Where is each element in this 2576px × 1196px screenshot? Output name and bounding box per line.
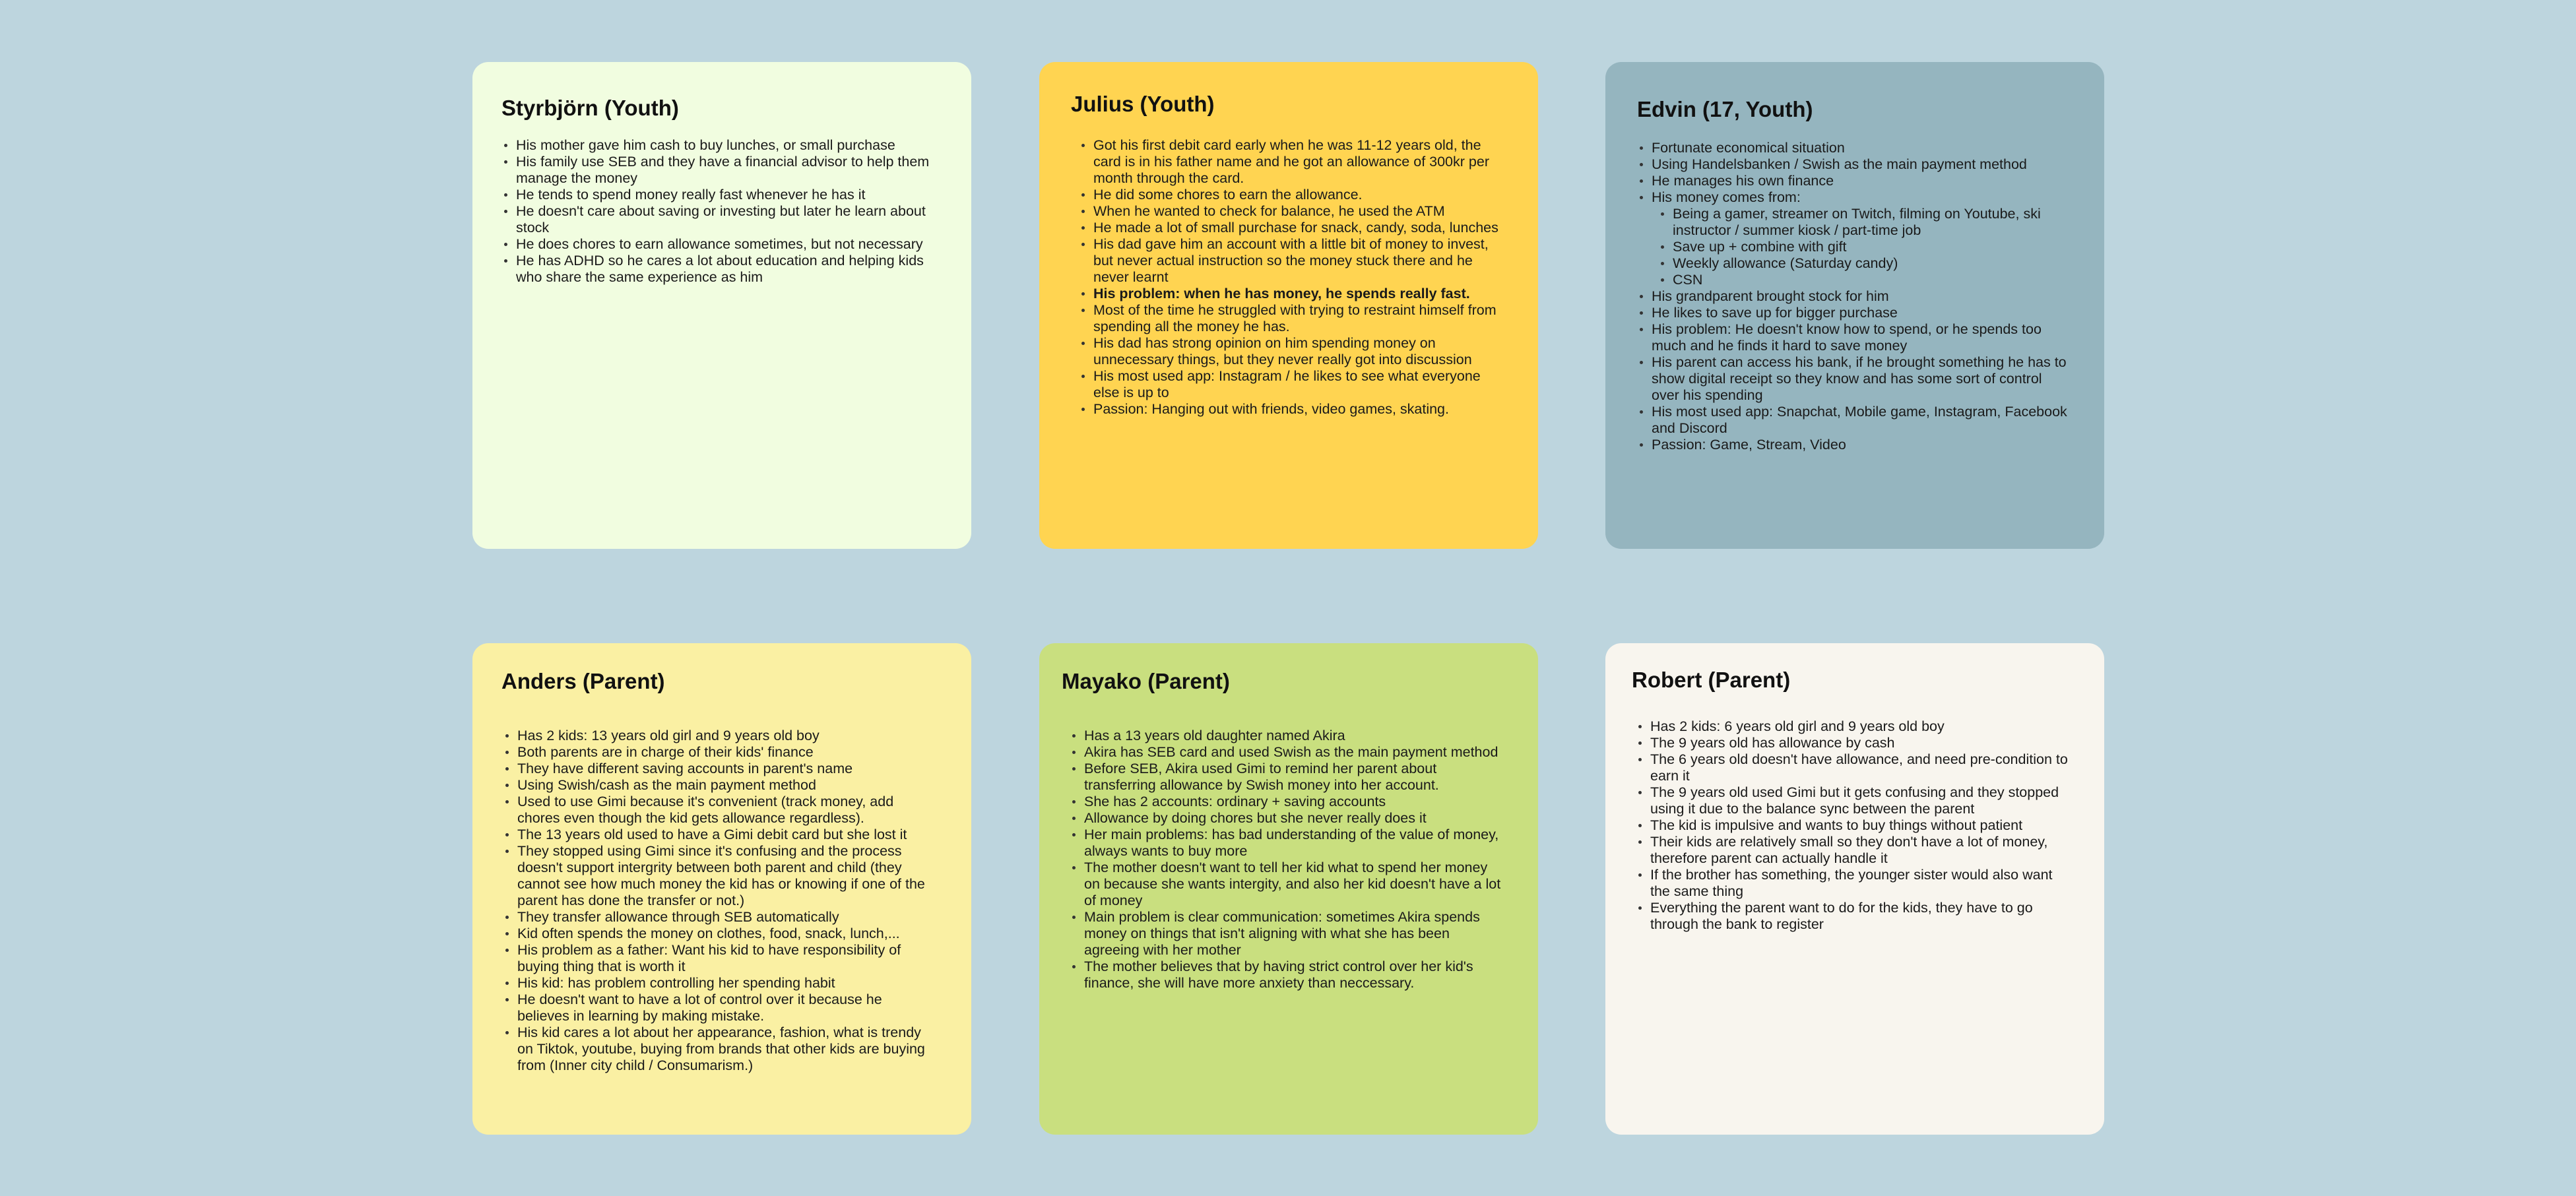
note-item: His family use SEB and they have a financial advisor to help them manage the money bbox=[516, 154, 942, 187]
note-item: Has a 13 years old daughter named Akira bbox=[1084, 728, 1506, 744]
note-item: The 9 years old used Gimi but it gets confusing and they stopped using it due to the balance sync between the parent bbox=[1650, 784, 2071, 817]
persona-title: Edvin (17, Youth) bbox=[1637, 97, 1813, 121]
note-item: His dad has strong opinion on him spending money on unnecessary things, but they never really got into discussion bbox=[1093, 335, 1505, 368]
persona-card-anders bbox=[472, 643, 971, 1135]
persona-title: Styrbjörn (Youth) bbox=[501, 96, 679, 120]
note-item: Before SEB, Akira used Gimi to remind her parent about transferring allowance by Swish money into her account. bbox=[1084, 761, 1506, 794]
note-item: His grandparent brought stock for him bbox=[1652, 288, 2071, 305]
note-item: Passion: Hanging out with friends, video games, skating. bbox=[1093, 401, 1505, 418]
note-item: Akira has SEB card and used Swish as the main payment method bbox=[1084, 744, 1506, 761]
note-item-problem: His problem: when he has money, he spends really fast. bbox=[1093, 286, 1505, 302]
note-item: He tends to spend money really fast whenever he has it bbox=[516, 187, 942, 203]
note-item: Fortunate economical situation bbox=[1652, 140, 2071, 156]
note-item: The 13 years old used to have a Gimi debit card but she lost it bbox=[517, 827, 937, 843]
note-item: He did some chores to earn the allowance. bbox=[1093, 187, 1505, 203]
note-item: The 9 years old has allowance by cash bbox=[1650, 735, 2071, 751]
note-item: Using Swish/cash as the main payment method bbox=[517, 777, 937, 794]
note-item: Has 2 kids: 6 years old girl and 9 years old boy bbox=[1650, 718, 2071, 735]
note-item: His parent can access his bank, if he brought something he has to show digital receipt so they know and has some sort of control over his spending bbox=[1652, 354, 2071, 404]
note-item: The mother believes that by having strict control over her kid's finance, she will have more anxiety than neccessary. bbox=[1084, 959, 1506, 991]
note-item: His kid cares a lot about her appearance, fashion, what is trendy on Tiktok, youtube, buying from brands that other kids are buying from (Inner city child / Consumarism.) bbox=[517, 1024, 937, 1074]
note-item: Her main problems: has bad understanding of the value of money, always wants to buy more bbox=[1084, 827, 1506, 860]
note-item: He doesn't want to have a lot of control over it because he believes in learning by making mistake. bbox=[517, 991, 937, 1024]
persona-notes bbox=[1071, 137, 1505, 418]
note-item: Allowance by doing chores but she never really does it bbox=[1084, 810, 1506, 827]
note-item: She has 2 accounts: ordinary + saving accounts bbox=[1084, 794, 1506, 810]
persona-title: Mayako (Parent) bbox=[1062, 669, 1230, 693]
note-item: They transfer allowance through SEB automatically bbox=[517, 909, 937, 926]
note-item: Used to use Gimi because it's convenient (track money, add chores even though the kid gets allowance regardless). bbox=[517, 794, 937, 827]
persona-title: Robert (Parent) bbox=[1632, 668, 1791, 692]
note-item: Got his first debit card early when he was 11-12 years old, the card is in his father name and he got an allowance of 300kr per month through the card. bbox=[1093, 137, 1505, 187]
note-item: His money comes from: bbox=[1652, 189, 2071, 206]
note-item: His kid: has problem controlling her spending habit bbox=[517, 975, 937, 991]
note-item: When he wanted to check for balance, he used the ATM bbox=[1093, 203, 1505, 220]
note-item: The kid is impulsive and wants to buy things without patient bbox=[1650, 817, 2071, 834]
note-item: He does chores to earn allowance sometimes, but not necessary bbox=[516, 236, 942, 253]
note-item: Most of the time he struggled with trying to restraint himself from spending all the money he has. bbox=[1093, 302, 1505, 335]
note-item: They stopped using Gimi since it's confusing and the process doesn't support intergrity between both parent and child (they cannot see how much money the kid has or knowing if one of the parent has done the transfer or not.) bbox=[517, 843, 937, 909]
persona-title: Anders (Parent) bbox=[501, 669, 665, 693]
note-subitem: Being a gamer, streamer on Twitch, filming on Youtube, ski instructor / summer kiosk / part-time job bbox=[1673, 206, 2071, 239]
note-item: He manages his own finance bbox=[1652, 173, 2071, 189]
note-item: His most used app: Instagram / he likes to see what everyone else is up to bbox=[1093, 368, 1505, 401]
persona-card-robert bbox=[1605, 643, 2104, 1135]
note-item: His mother gave him cash to buy lunches, or small purchase bbox=[516, 137, 942, 154]
note-item: Their kids are relatively small so they don't have a lot of money, therefore parent can actually handle it bbox=[1650, 834, 2071, 867]
persona-notes bbox=[1062, 728, 1506, 991]
note-item: His most used app: Snapchat, Mobile game, Instagram, Facebook and Discord bbox=[1652, 404, 2071, 437]
persona-card-edvin bbox=[1605, 62, 2104, 549]
persona-notes bbox=[1632, 718, 2071, 933]
note-item: If the brother has something, the younger sister would also want the same thing bbox=[1650, 867, 2071, 900]
persona-title: Julius (Youth) bbox=[1071, 92, 1215, 116]
note-item: He made a lot of small purchase for snack, candy, soda, lunches bbox=[1093, 220, 1505, 236]
note-subitem: Weekly allowance (Saturday candy) bbox=[1673, 255, 2071, 272]
persona-notes bbox=[1637, 140, 2071, 453]
note-subitem: Save up + combine with gift bbox=[1673, 239, 2071, 255]
note-subitem: CSN bbox=[1673, 272, 2071, 288]
note-item: He doesn't care about saving or investing but later he learn about stock bbox=[516, 203, 942, 236]
note-item: Has 2 kids: 13 years old girl and 9 years old boy bbox=[517, 728, 937, 744]
persona-card-styrbjorn bbox=[472, 62, 971, 549]
persona-card-mayako bbox=[1039, 643, 1538, 1135]
note-item: Passion: Game, Stream, Video bbox=[1652, 437, 2071, 453]
note-item: His dad gave him an account with a little bit of money to invest, but never actual instruction so the money stuck there and he never learnt bbox=[1093, 236, 1505, 286]
note-item: His problem: He doesn't know how to spend, or he spends too much and he finds it hard to save money bbox=[1652, 321, 2071, 354]
note-item: Main problem is clear communication: sometimes Akira spends money on things that isn't aligning with what she has been agreeing with her mother bbox=[1084, 909, 1506, 959]
note-item: The 6 years old doesn't have allowance, and need pre-condition to earn it bbox=[1650, 751, 2071, 784]
note-item: The mother doesn't want to tell her kid what to spend her money on because she wants intergity, and also her kid doesn't have a lot of money bbox=[1084, 860, 1506, 909]
note-item: Everything the parent want to do for the kids, they have to go through the bank to register bbox=[1650, 900, 2071, 933]
persona-card-julius bbox=[1039, 62, 1538, 549]
persona-notes bbox=[501, 137, 942, 286]
note-item: Both parents are in charge of their kids' finance bbox=[517, 744, 937, 761]
note-item: Kid often spends the money on clothes, food, snack, lunch,... bbox=[517, 926, 937, 942]
note-item: His problem as a father: Want his kid to have responsibility of buying thing that is worth it bbox=[517, 942, 937, 975]
note-item: They have different saving accounts in parent's name bbox=[517, 761, 937, 777]
note-item: He likes to save up for bigger purchase bbox=[1652, 305, 2071, 321]
persona-notes bbox=[501, 728, 937, 1074]
note-item: Using Handelsbanken / Swish as the main payment method bbox=[1652, 156, 2071, 173]
note-item: He has ADHD so he cares a lot about education and helping kids who share the same experience as him bbox=[516, 253, 942, 286]
